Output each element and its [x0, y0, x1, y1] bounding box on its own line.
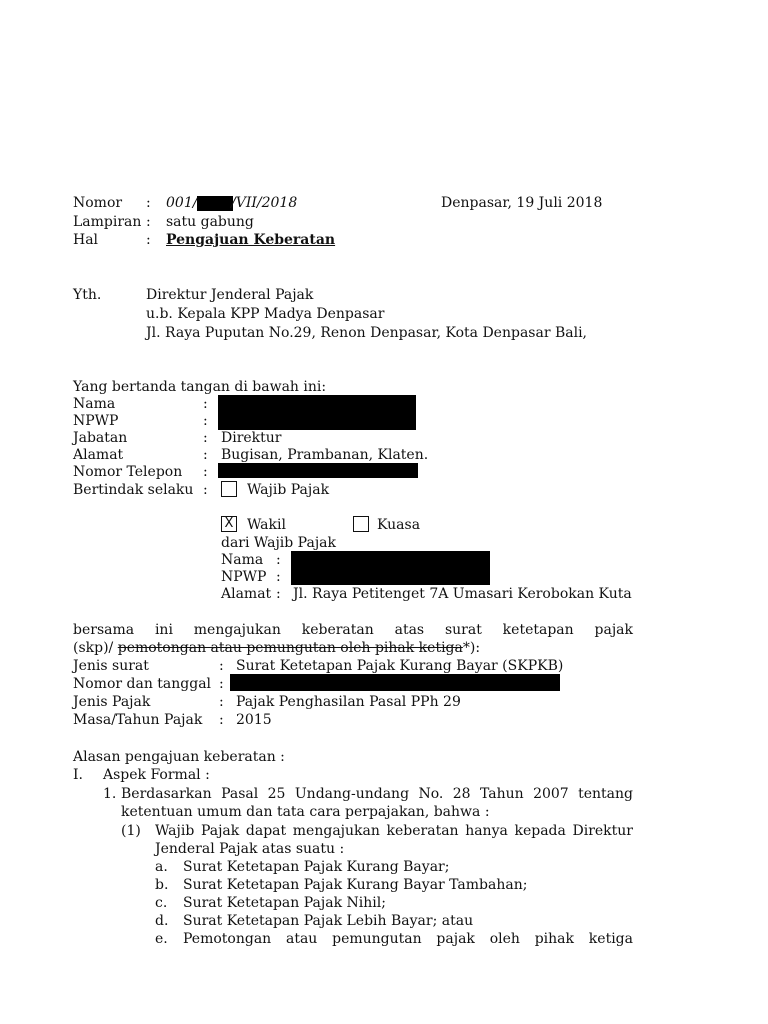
jenis-pajak-value: Pajak Penghasilan Pasal PPh 29	[236, 694, 461, 710]
point-1-line-2: ketentuan umum dan tata cara perpajakan, bahwa :	[121, 804, 490, 820]
nomor-tanggal-redaction	[230, 674, 560, 691]
wakil-label: Wakil	[247, 517, 286, 533]
point-1-number: 1.	[103, 786, 117, 802]
recipient-line-2: u.b. Kepala KPP Madya Denpasar	[146, 306, 385, 322]
signer-jabatan-colon: :	[203, 430, 208, 446]
item-e-number: e.	[155, 931, 168, 947]
place-date: Denpasar, 19 Juli 2018	[441, 195, 603, 211]
masa-tahun-colon: :	[219, 712, 224, 728]
signer-jabatan-value: Direktur	[221, 430, 282, 446]
recipient-line-3: Jl. Raya Puputan No.29, Renon Denpasar, Kota Denpasar Bali,	[146, 325, 587, 341]
nomor-redaction	[197, 196, 233, 211]
nomor-tanggal-colon: :	[219, 676, 224, 692]
signer-telepon-redaction	[218, 463, 418, 478]
item-c-text: Surat Ketetapan Pajak Nihil;	[183, 895, 386, 911]
sub-nama-colon: :	[276, 552, 281, 568]
item-a-number: a.	[155, 859, 168, 875]
item-b-number: b.	[155, 877, 169, 893]
kuasa-checkbox[interactable]	[353, 516, 369, 532]
objection-footnote: *):	[462, 640, 481, 656]
subpoint-1-number: (1)	[121, 823, 141, 839]
signer-telepon-colon: :	[203, 464, 208, 480]
signer-nama-npwp-redaction	[218, 395, 416, 430]
hal-label: Hal	[73, 232, 99, 248]
section-number: I.	[73, 767, 83, 783]
lampiran-value: satu gabung	[166, 214, 254, 230]
signer-alamat-label: Alamat	[73, 447, 124, 463]
item-c-number: c.	[155, 895, 168, 911]
objection-skp: (skp)/	[73, 640, 118, 656]
sub-nama-npwp-redaction	[291, 551, 490, 585]
lampiran-colon: :	[146, 214, 151, 230]
hal-value: Pengajuan Keberatan	[166, 232, 336, 248]
jenis-surat-value: Surat Ketetapan Pajak Kurang Bayar (SKPKB)	[236, 658, 564, 674]
signer-telepon-label: Nomor Telepon	[73, 464, 183, 480]
item-a-text: Surat Ketetapan Pajak Kurang Bayar;	[183, 859, 450, 875]
sub-alamat-colon: :	[276, 586, 281, 602]
sub-alamat-label: Alamat	[221, 586, 272, 602]
signer-npwp-label: NPWP	[73, 413, 119, 429]
hal-colon: :	[146, 232, 151, 248]
sub-alamat-value: Jl. Raya Petitenget 7A Umasari Kerobokan Kuta	[293, 586, 632, 602]
signer-alamat-value: Bugisan, Prambanan, Klaten.	[221, 447, 429, 463]
signer-jabatan-label: Jabatan	[73, 430, 128, 446]
objection-strike-text: pemotongan atau pemungutan oleh pihak ketiga	[117, 640, 463, 656]
objection-line-1: bersama ini mengajukan keberatan atas surat ketetapan pajak	[73, 622, 633, 638]
signer-npwp-colon: :	[203, 413, 208, 429]
signer-alamat-colon: :	[203, 447, 208, 463]
dari-wajib-pajak: dari Wajib Pajak	[221, 535, 336, 551]
point-1-line-1: Berdasarkan Pasal 25 Undang-undang No. 28 Tahun 2007 tentang	[121, 786, 633, 802]
nomor-label: Nomor	[73, 195, 123, 211]
jenis-pajak-colon: :	[219, 694, 224, 710]
kuasa-label: Kuasa	[377, 517, 421, 533]
sub-npwp-label: NPWP	[221, 569, 267, 585]
item-d-text: Surat Ketetapan Pajak Lebih Bayar; atau	[183, 913, 474, 929]
jenis-pajak-label: Jenis Pajak	[73, 694, 151, 710]
masa-tahun-label: Masa/Tahun Pajak	[73, 712, 203, 728]
item-e-text: Pemotongan atau pemungutan pajak oleh pihak ketiga	[183, 931, 633, 947]
yth-label: Yth.	[73, 287, 102, 303]
signer-bertindak-colon: :	[203, 482, 208, 498]
objection-line-2	[73, 639, 480, 657]
jenis-surat-label: Jenis surat	[73, 658, 149, 674]
nomor-colon: :	[146, 195, 151, 211]
signer-nama-colon: :	[203, 396, 208, 412]
sub-nama-label: Nama	[221, 552, 264, 568]
section-title: Aspek Formal :	[103, 767, 210, 783]
lampiran-label: Lampiran	[73, 214, 142, 230]
nomor-prefix: 001/	[166, 195, 198, 211]
signer-intro: Yang bertanda tangan di bawah ini:	[73, 379, 327, 395]
jenis-surat-colon: :	[219, 658, 224, 674]
recipient-line-1: Direktur Jenderal Pajak	[146, 287, 314, 303]
signer-bertindak-label: Bertindak selaku	[73, 482, 194, 498]
reasons-title: Alasan pengajuan keberatan :	[73, 749, 285, 765]
subpoint-1-line-2: Jenderal Pajak atas suatu :	[155, 841, 345, 857]
masa-tahun-value: 2015	[236, 712, 272, 728]
wakil-checkbox[interactable]: X	[221, 516, 237, 532]
item-d-number: d.	[155, 913, 169, 929]
subpoint-1-line-1: Wajib Pajak dapat mengajukan keberatan hanya kepada Direktur	[155, 823, 633, 839]
item-b-text: Surat Ketetapan Pajak Kurang Bayar Tambahan;	[183, 877, 528, 893]
nomor-suffix: /VII/2018	[231, 195, 298, 211]
wajib-pajak-checkbox[interactable]	[221, 481, 237, 497]
signer-nama-label: Nama	[73, 396, 116, 412]
nomor-tanggal-label: Nomor dan tanggal	[73, 676, 212, 692]
wajib-pajak-label: Wajib Pajak	[247, 482, 330, 498]
sub-npwp-colon: :	[276, 569, 281, 585]
